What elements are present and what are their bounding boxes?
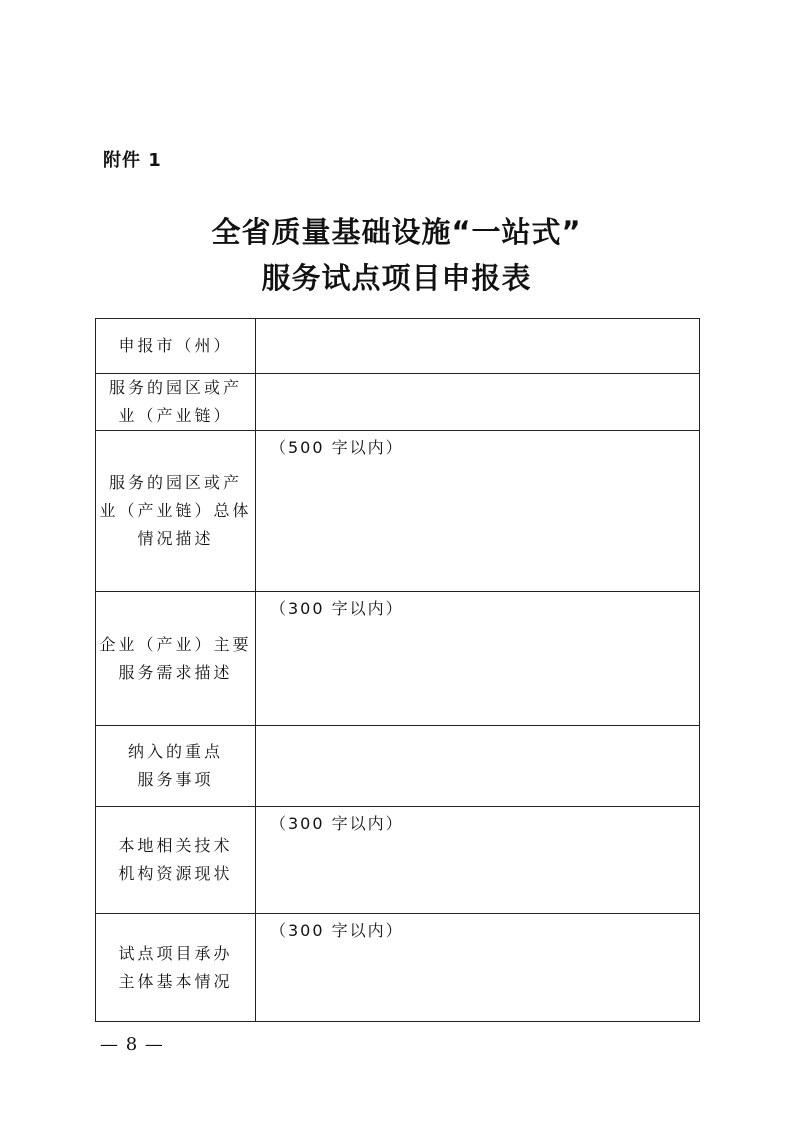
label-line: 服务需求描述 bbox=[118, 662, 233, 682]
table-row bbox=[96, 807, 700, 914]
table-row bbox=[96, 374, 700, 431]
label-line: 服务事项 bbox=[137, 770, 214, 789]
table-row bbox=[96, 592, 700, 726]
label-line: 申报市（州） bbox=[118, 336, 233, 355]
label-line: 纳入的重点 bbox=[127, 742, 223, 761]
table-row bbox=[96, 726, 700, 807]
word-limit-hint: （500 字以内） bbox=[270, 438, 404, 457]
row-label-overall-description bbox=[96, 431, 256, 592]
application-form-table bbox=[95, 318, 700, 1022]
input-cell-park-industry[interactable] bbox=[256, 374, 700, 431]
input-cell-organizer-info[interactable] bbox=[256, 914, 700, 1022]
label-line: 企业（产业）主要 bbox=[99, 634, 252, 654]
input-cell-key-services[interactable] bbox=[256, 726, 700, 807]
table-row bbox=[96, 914, 700, 1022]
label-line: 服务的园区或产 bbox=[108, 473, 242, 492]
table-row bbox=[96, 319, 700, 374]
form-title-line-2: 服务试点项目申报表 bbox=[261, 261, 532, 295]
label-line: 情况描述 bbox=[137, 529, 214, 548]
input-cell-city[interactable] bbox=[256, 319, 700, 374]
row-label-park-industry bbox=[96, 374, 256, 431]
input-cell-service-demand[interactable] bbox=[256, 592, 700, 726]
label-line: 服务的园区或产 bbox=[108, 378, 242, 397]
table-row bbox=[96, 431, 700, 592]
input-cell-local-resources[interactable] bbox=[256, 807, 700, 914]
row-label-city bbox=[96, 319, 256, 374]
label-line: 试点项目承办 bbox=[118, 943, 233, 963]
form-title-line-1: 全省质量基础设施“一站式” bbox=[211, 215, 582, 249]
attachment-label: 附件 1 bbox=[103, 150, 162, 171]
row-label-key-services bbox=[96, 726, 256, 807]
page-number: — 8 — bbox=[100, 1034, 164, 1055]
word-limit-hint: （300 字以内） bbox=[270, 814, 404, 833]
label-line: 业（产业链） bbox=[118, 406, 233, 425]
label-line: 机构资源现状 bbox=[118, 864, 233, 883]
label-line: 主体基本情况 bbox=[118, 971, 233, 991]
input-cell-overall-description[interactable] bbox=[256, 431, 700, 592]
label-line: 本地相关技术 bbox=[118, 836, 233, 855]
label-line: 业（产业链）总体 bbox=[99, 501, 252, 520]
row-label-service-demand bbox=[96, 592, 256, 726]
row-label-organizer-info bbox=[96, 914, 256, 1022]
row-label-local-resources bbox=[96, 807, 256, 914]
word-limit-hint: （300 字以内） bbox=[270, 921, 404, 940]
word-limit-hint: （300 字以内） bbox=[270, 599, 404, 618]
